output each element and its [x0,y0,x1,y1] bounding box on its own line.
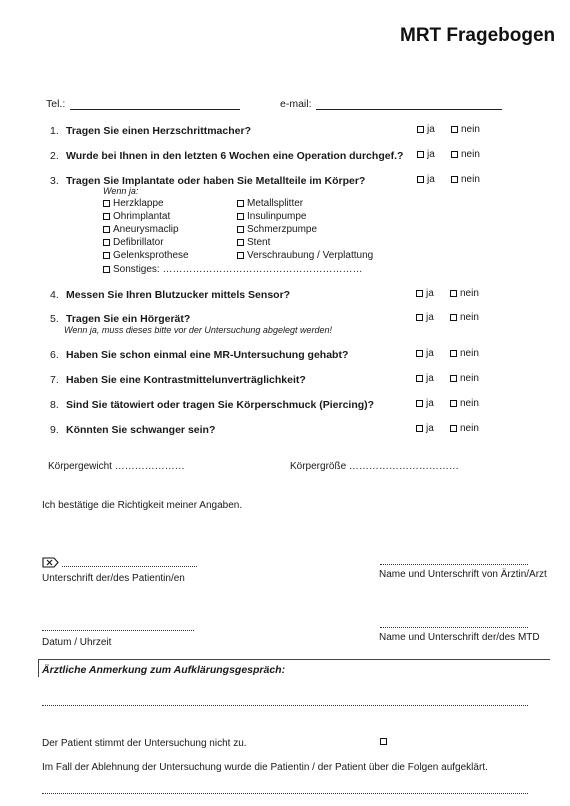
q3-yes-option[interactable] [417,174,435,185]
q4-yes-option[interactable] [416,288,434,299]
question-1 [50,125,251,137]
question-text: Tragen Sie einen Herzschrittmacher? [66,125,251,137]
q7-no-option[interactable] [450,373,479,384]
question-7 [50,374,306,386]
question-text: Könnten Sie schwanger sein? [66,424,216,436]
q7-yes-option[interactable] [416,373,434,384]
yes-label: ja [426,348,434,359]
implant-label: Ohrimplantat [113,211,171,222]
email-label: e-mail: [280,98,312,110]
checkbox-icon[interactable] [450,290,457,297]
confirmation-text: Ich bestätige die Richtigkeit meiner Angaben. [42,500,243,511]
implant-label: Defibrillator [113,237,164,248]
email-field[interactable] [316,109,502,110]
checkbox-icon[interactable] [416,375,423,382]
checkbox-icon[interactable] [416,350,423,357]
no-label: nein [461,149,480,160]
note-box-left-border [38,659,39,677]
checkbox-icon[interactable] [450,350,457,357]
implant-other-option[interactable] [103,264,362,275]
no-label: nein [460,398,479,409]
question-number: 2. [50,150,59,162]
q2-yes-option[interactable] [417,149,435,160]
q9-no-option[interactable] [450,423,479,434]
checkbox-icon[interactable] [103,252,110,259]
no-label: nein [461,174,480,185]
question-5 [50,313,190,325]
checkbox-icon[interactable] [417,126,424,133]
no-label: nein [461,124,480,135]
yes-label: ja [427,124,435,135]
doctor-signature-line[interactable] [380,564,528,565]
implant-option[interactable] [103,211,170,222]
question-text: Haben Sie schon einmal eine MR-Untersuchung gehabt? [66,349,349,361]
implant-option[interactable] [237,224,317,235]
checkbox-icon[interactable] [451,151,458,158]
implant-option[interactable] [237,198,303,209]
implant-label: Herzklappe [113,198,164,209]
checkbox-icon[interactable] [237,213,244,220]
q8-no-option[interactable] [450,398,479,409]
doctor-note-line[interactable] [42,705,528,706]
question-number: 5. [50,313,59,325]
question-number: 9. [50,424,59,436]
checkbox-icon[interactable] [103,213,110,220]
question-4 [50,289,290,301]
refusal-note-line[interactable] [42,793,528,794]
checkbox-icon[interactable] [237,239,244,246]
checkbox-icon[interactable] [237,252,244,259]
q4-no-option[interactable] [450,288,479,299]
implant-option[interactable] [237,211,306,222]
q9-yes-option[interactable] [416,423,434,434]
checkbox-icon[interactable] [450,314,457,321]
implant-label: Aneurysmaclip [113,224,179,235]
implant-option[interactable] [103,237,164,248]
question-text: Sind Sie tätowiert oder tragen Sie Körperschmuck (Piercing)? [66,399,375,411]
yes-label: ja [426,373,434,384]
implant-label: Metallsplitter [247,198,304,209]
tel-field[interactable] [70,109,240,110]
tel-label: Tel.: [46,98,66,110]
implant-label: Verschraubung / Verplattung [247,250,374,261]
q8-yes-option[interactable] [416,398,434,409]
question-text: Wurde bei Ihnen in den letzten 6 Wochen eine Operation durchgef.? [66,150,404,162]
checkbox-icon[interactable] [451,126,458,133]
no-label: nein [460,288,479,299]
q1-no-option[interactable] [451,124,480,135]
checkbox-icon[interactable] [417,151,424,158]
checkbox-icon[interactable] [450,425,457,432]
no-label: nein [460,373,479,384]
doctor-signature-label: Name und Unterschrift von Ärztin/Arzt [379,569,547,580]
q6-no-option[interactable] [450,348,479,359]
implant-option[interactable] [103,198,164,209]
checkbox-icon[interactable] [416,400,423,407]
checkbox-icon[interactable] [103,226,110,233]
q3-no-option[interactable] [451,174,480,185]
no-label: nein [460,423,479,434]
q1-yes-option[interactable] [417,124,435,135]
checkbox-icon[interactable] [237,226,244,233]
implant-option[interactable] [237,237,270,248]
question-3 [50,175,365,187]
implant-option[interactable] [103,250,189,261]
implant-label: Gelenksprothese [113,250,189,261]
question-6 [50,349,348,361]
question-number: 7. [50,374,59,386]
question-text: Tragen Sie Implantate oder haben Sie Metallteile im Körper? [66,175,366,187]
yes-label: ja [427,174,435,185]
q6-yes-option[interactable] [416,348,434,359]
question-text: Haben Sie eine Kontrastmittelunverträglichkeit? [66,374,306,386]
q2-no-option[interactable] [451,149,480,160]
yes-label: ja [426,398,434,409]
body-height-field[interactable]: Körpergröße …………………………… [290,461,459,472]
q3-intro: Wenn ja: [103,186,139,196]
checkbox-icon[interactable] [103,239,110,246]
implant-option[interactable] [103,224,179,235]
question-number: 6. [50,349,59,361]
checkbox-icon[interactable] [450,400,457,407]
date-time-line[interactable] [42,630,194,631]
patient-signature-label: Unterschrift der/des Patientin/en [42,573,185,584]
refusal-info-text: Im Fall der Ablehnung der Untersuchung wurde die Patientin / der Patient über die Folgen aufgeklärt. [42,762,488,773]
mtd-signature-line[interactable] [380,627,528,628]
date-time-label: Datum / Uhrzeit [42,637,112,648]
q5-no-option[interactable] [450,312,479,323]
checkbox-icon[interactable] [416,290,423,297]
implant-label: Schmerzpumpe [247,224,318,235]
implant-label: Insulinpumpe [247,211,307,222]
question-number: 4. [50,289,59,301]
checkbox-icon[interactable] [417,176,424,183]
checkbox-icon[interactable] [416,314,423,321]
question-8 [50,399,374,411]
note-box-top-border [38,659,550,660]
checkbox-icon[interactable] [451,176,458,183]
q5-yes-option[interactable] [416,312,434,323]
body-weight-field[interactable]: Körpergewicht ………………… [48,461,185,472]
yes-label: ja [426,312,434,323]
page-title: MRT Fragebogen [400,25,556,46]
yes-label: ja [426,288,434,299]
patient-signature-line[interactable] [62,566,197,567]
checkbox-icon[interactable] [450,375,457,382]
mtd-signature-label: Name und Unterschrift der/des MTD [379,632,540,643]
q5-note: Wenn ja, muss dieses bitte vor der Untersuchung abgelegt werden! [64,325,332,335]
consent-refusal-checkbox[interactable] [380,738,387,745]
checkbox-icon[interactable] [237,200,244,207]
implant-label: Stent [247,237,271,248]
yes-label: ja [426,423,434,434]
yes-label: ja [427,149,435,160]
consent-refusal-text: Der Patient stimmt der Untersuchung nicht zu. [42,738,247,749]
question-number: 3. [50,175,59,187]
checkbox-icon[interactable] [103,266,110,273]
question-number: 1. [50,125,59,137]
no-label: nein [460,348,479,359]
checkbox-icon[interactable] [103,200,110,207]
question-9 [50,424,215,436]
no-label: nein [460,312,479,323]
checkbox-icon[interactable] [416,425,423,432]
question-text: Messen Sie Ihren Blutzucker mittels Sensor? [66,289,291,301]
question-text: Tragen Sie ein Hörgerät? [66,313,191,325]
question-number: 8. [50,399,59,411]
doctor-note-title: Ärztliche Anmerkung zum Aufklärungsgespräch: [42,664,286,676]
implant-option[interactable] [237,250,373,261]
implant-other-label: Sonstiges: …………………………………………………… [113,264,363,275]
question-2 [50,150,403,162]
signature-x-icon [42,557,59,568]
